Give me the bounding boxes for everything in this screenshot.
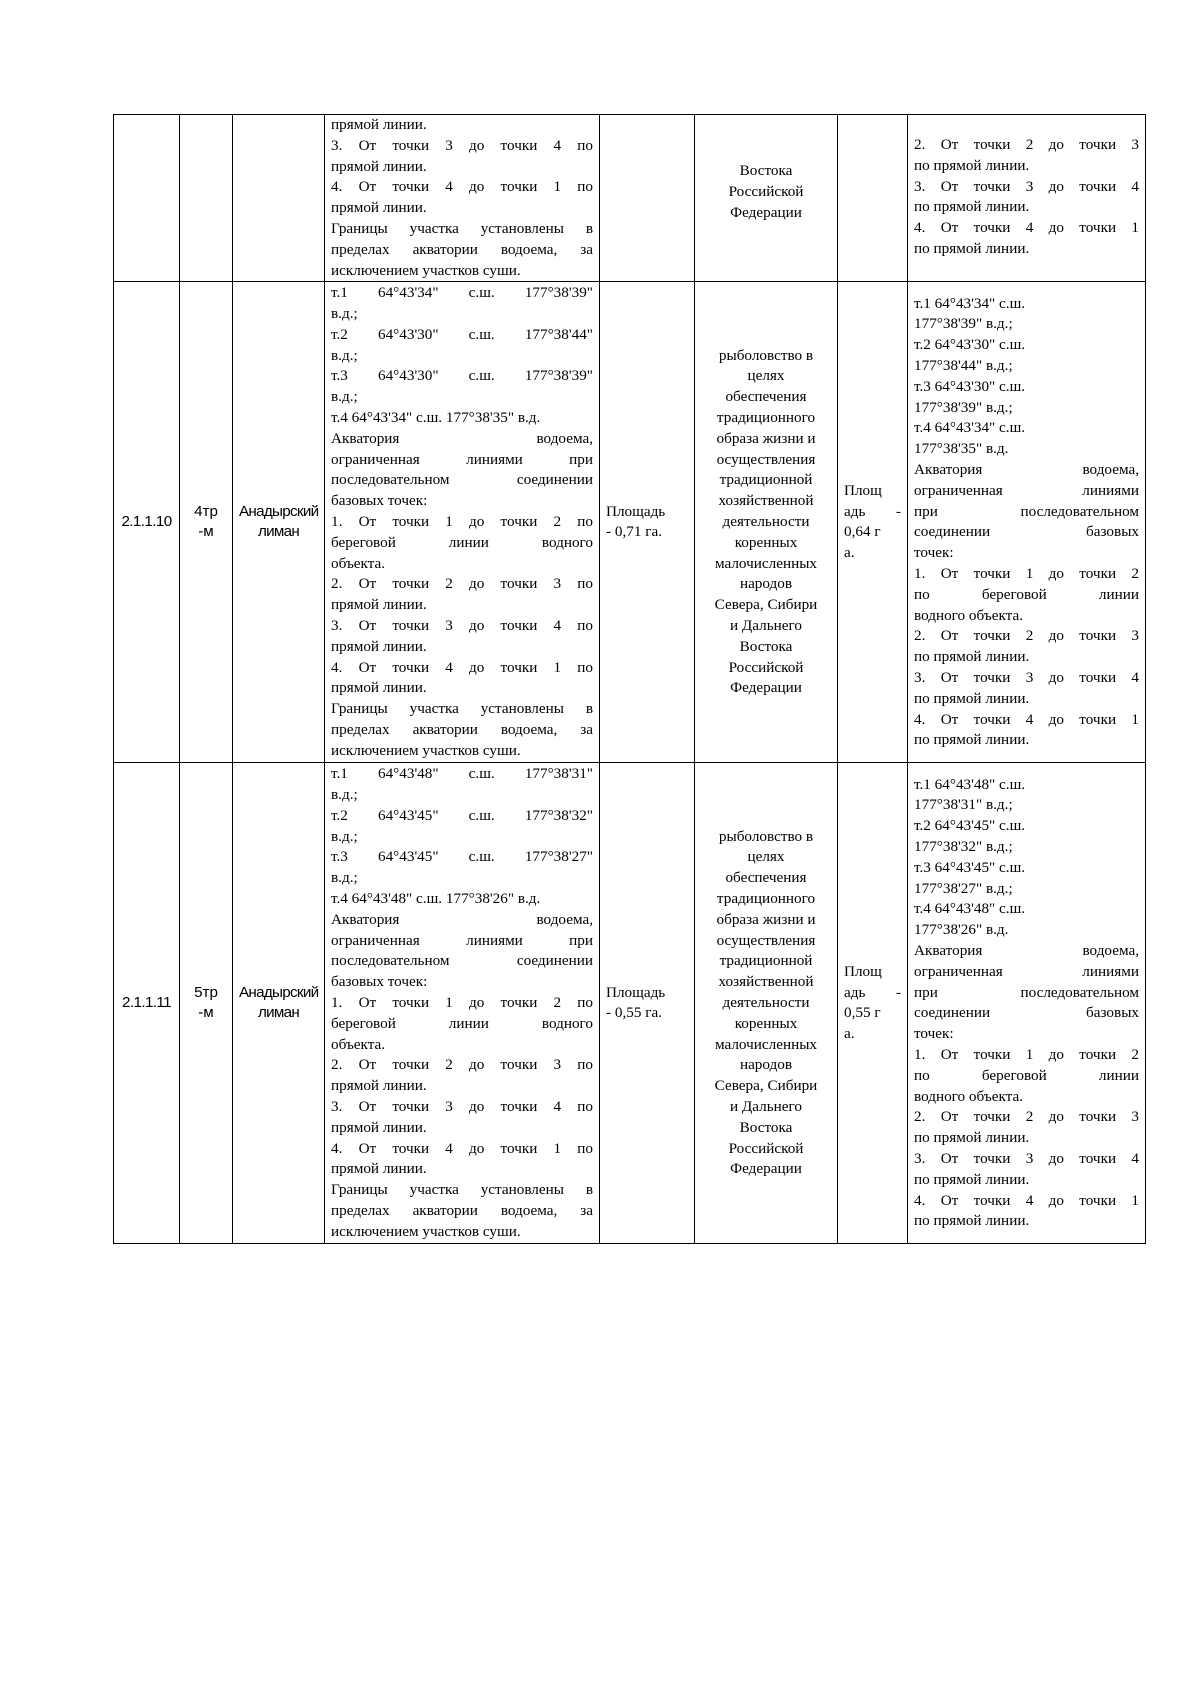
text-line: 4. От точки 4 до точки 1 — [914, 219, 1139, 237]
text-line: Федерации — [730, 679, 802, 697]
text-line: Севера, Сибири — [714, 596, 818, 614]
text-line: исключением участков суши. — [331, 1222, 521, 1240]
text-line: Российской — [728, 1139, 804, 1157]
purpose-cell — [695, 115, 838, 282]
text-line: водного объекта. — [914, 1087, 1023, 1105]
text-line: и Дальнего — [730, 1097, 802, 1115]
text-line: традиционной — [719, 952, 813, 970]
purpose-cell — [695, 763, 838, 1244]
text-line: 2. От точки 2 до точки 3 по — [331, 1056, 593, 1074]
text-line: исключением участков суши. — [331, 261, 521, 279]
text-line: по прямой линии. — [914, 648, 1030, 666]
text-line: 2. От точки 2 до точки 3 — [914, 627, 1139, 645]
text-line: в.д.; — [331, 305, 358, 322]
area-cell — [600, 282, 695, 763]
text-line: -м — [198, 523, 214, 541]
text-line: Акватория водоема, — [331, 910, 593, 928]
text-line: пределах акватории водоема, за — [331, 720, 593, 738]
text-line: Федерации — [730, 203, 802, 221]
table-row — [114, 763, 1146, 1244]
boundary-description-secondary-cell — [908, 115, 1146, 282]
text-line: прямой линии. — [331, 1118, 427, 1136]
text-line: т.3 64°43'45" с.ш. 177°38'27" — [331, 848, 593, 866]
row-number-cell: 2.1.1.10 — [114, 282, 180, 763]
text-line: при последовательном — [914, 983, 1139, 1001]
text-line: коренных — [734, 533, 798, 551]
text-line: т.2 64°43'45" с.ш. 177°38'32" — [331, 806, 593, 824]
area-secondary-cell — [838, 115, 908, 282]
text-line: т.2 64°43'30" с.ш. 177°38'44" — [331, 325, 593, 343]
text-line: Площ — [844, 962, 882, 980]
text-line: Анадырский — [239, 502, 319, 520]
text-line: 3. От точки 3 до точки 4 — [914, 177, 1139, 195]
row-number-cell: 2.1.1.11 — [114, 763, 180, 1244]
text-line: т.2 64°43'45" с.ш. — [914, 817, 1026, 835]
text-line: т.3 64°43'45" с.ш. — [914, 858, 1026, 876]
text-line: в.д.; — [331, 786, 358, 803]
text-line: Российской — [728, 658, 804, 676]
text-line: 3. От точки 3 до точки 4 — [914, 668, 1139, 686]
text-line: деятельности — [722, 993, 810, 1011]
text-line: ограниченная линиями — [914, 962, 1139, 980]
text-line: береговой линии водного — [331, 533, 593, 551]
text-line: 177°38'44" в.д.; — [914, 357, 1013, 374]
text-line: осуществления — [716, 931, 816, 949]
text-line: прямой линии. — [331, 596, 427, 614]
text-line: рыболовство в — [718, 827, 814, 845]
text-line: 2. От точки 2 до точки 3 — [914, 136, 1139, 153]
text-line: осуществления — [716, 450, 816, 468]
row-number-cell — [114, 115, 180, 282]
text-line: хозяйственной — [718, 973, 814, 991]
text-line: т.1 64°43'48" с.ш. 177°38'31" — [331, 765, 593, 783]
text-line: базовых точек: — [331, 973, 428, 991]
text-line: объекта. — [331, 1035, 386, 1053]
text-line: Российской — [728, 182, 804, 200]
water-body-cell — [233, 115, 325, 282]
text-line: - 0,55 га. — [606, 1004, 662, 1022]
text-line: 4тр — [194, 502, 218, 520]
text-line: т.4 64°43'34" с.ш. 177°38'35" в.д. — [331, 408, 541, 426]
text-line: 1. От точки 1 до точки 2 по — [331, 512, 593, 530]
text-line: Границы участка установлены в — [331, 1181, 593, 1199]
text-line: т.4 64°43'48" с.ш. — [914, 900, 1026, 918]
text-line: 3. От точки 3 до точки 4 по — [331, 136, 593, 154]
text-line: 2. От точки 2 до точки 3 по — [331, 575, 593, 593]
text-line: прямой линии. — [331, 199, 427, 217]
text-line: прямой линии. — [331, 1077, 427, 1095]
text-line: обеспечения — [725, 388, 807, 406]
text-line: 2. От точки 2 до точки 3 — [914, 1108, 1139, 1126]
text-line: 1. От точки 1 до точки 2 по — [331, 993, 593, 1011]
plot-code-cell — [180, 763, 233, 1244]
text-line: и Дальнего — [730, 616, 802, 634]
text-line: 1. От точки 1 до точки 2 — [914, 564, 1139, 582]
text-line: адь - — [844, 502, 901, 520]
text-line: исключением участков суши. — [331, 741, 521, 759]
text-line: малочисленных — [714, 554, 818, 572]
text-line: объекта. — [331, 554, 386, 572]
text-line: Акватория водоема, — [914, 460, 1139, 478]
text-line: т.1 64°43'34" с.ш. — [914, 294, 1026, 312]
text-line: т.4 64°43'48" с.ш. 177°38'26" в.д. — [331, 889, 541, 907]
text-line: а. — [844, 1025, 855, 1043]
text-line: последовательном соединении — [331, 471, 593, 489]
text-line: точек: — [914, 1025, 954, 1043]
water-body-cell — [233, 763, 325, 1244]
text-line: Востока — [739, 1118, 793, 1136]
text-line: в.д.; — [331, 388, 358, 406]
text-line: т.3 64°43'30" с.ш. — [914, 377, 1026, 395]
text-line: прямой линии. — [331, 116, 427, 133]
text-line: лиман — [257, 1004, 300, 1022]
text-line: а. — [844, 544, 855, 562]
area-cell — [600, 115, 695, 282]
text-line: традиционной — [719, 471, 813, 489]
text-line: образа жизни и — [716, 429, 816, 447]
text-line: 4. От точки 4 до точки 1 — [914, 1191, 1139, 1209]
text-line: береговой линии водного — [331, 1014, 593, 1032]
text-line: Границы участка установлены в — [331, 219, 593, 237]
text-line: Площадь — [606, 502, 666, 520]
text-line: - 0,71 га. — [606, 523, 662, 541]
text-line: 177°38'39" в.д.; — [914, 315, 1013, 333]
text-line: -м — [198, 1004, 214, 1022]
text-line: 4. От точки 4 до точки 1 — [914, 710, 1139, 728]
area-cell — [600, 763, 695, 1244]
text-line: по прямой линии. — [914, 239, 1030, 257]
text-line: адь - — [844, 983, 901, 1001]
boundary-description-secondary-cell — [908, 763, 1146, 1244]
text-line: Севера, Сибири — [714, 1077, 818, 1095]
text-line: в.д.; — [331, 869, 358, 887]
text-line: в.д.; — [331, 346, 358, 364]
text-line: 1. От точки 1 до точки 2 — [914, 1045, 1139, 1063]
text-line: Границы участка установлены в — [331, 700, 593, 718]
text-line: по прямой линии. — [914, 1129, 1030, 1147]
text-line: Востока — [739, 637, 793, 655]
text-line: 3. От точки 3 до точки 4 по — [331, 616, 593, 634]
text-line: прямой линии. — [331, 1160, 427, 1178]
text-line: 177°38'35" в.д. — [914, 440, 1009, 458]
text-line: т.1 64°43'48" с.ш. — [914, 775, 1026, 793]
text-line: 177°38'31" в.д.; — [914, 796, 1013, 814]
text-line: Акватория водоема, — [914, 941, 1139, 959]
text-line: народов — [739, 1056, 793, 1074]
text-line: по прямой линии. — [914, 731, 1030, 749]
plot-code-cell — [180, 115, 233, 282]
area-secondary-cell — [838, 763, 908, 1244]
text-line: пределах акватории водоема, за — [331, 1201, 593, 1219]
fishing-plots-table — [113, 114, 1146, 1244]
text-line: лиман — [257, 523, 300, 541]
water-body-cell — [233, 282, 325, 763]
text-line: прямой линии. — [331, 679, 427, 697]
table-row — [114, 115, 1146, 282]
text-line: пределах акватории водоема, за — [331, 240, 593, 258]
text-line: последовательном соединении — [331, 952, 593, 970]
text-line: народов — [739, 575, 793, 593]
text-line: ограниченная линиями при — [331, 450, 593, 468]
text-line: образа жизни и — [716, 910, 816, 928]
text-line: хозяйственной — [718, 492, 814, 510]
boundary-description-secondary-cell — [908, 282, 1146, 763]
text-line: прямой линии. — [331, 637, 427, 655]
text-line: базовых точек: — [331, 492, 428, 510]
text-line: малочисленных — [714, 1035, 818, 1053]
text-line: 3. От точки 3 до точки 4 по — [331, 1097, 593, 1115]
text-line: 5тр — [194, 983, 218, 1001]
text-line: т.3 64°43'30" с.ш. 177°38'39" — [331, 367, 593, 385]
text-line: обеспечения — [725, 869, 807, 887]
text-line: целях — [747, 848, 785, 866]
text-line: 4. От точки 4 до точки 1 по — [331, 658, 593, 676]
text-line: Анадырский — [239, 983, 319, 1001]
text-line: 0,64 г — [844, 523, 881, 541]
text-line: 0,55 г — [844, 1004, 881, 1022]
text-line: целях — [747, 367, 785, 385]
text-line: по прямой линии. — [914, 1212, 1030, 1230]
text-line: Площ — [844, 481, 882, 499]
text-line: по прямой линии. — [914, 198, 1030, 216]
text-line: ограниченная линиями — [914, 481, 1139, 499]
text-line: традиционного — [716, 408, 816, 426]
text-line: точек: — [914, 544, 954, 562]
text-line: ограниченная линиями при — [331, 931, 593, 949]
text-line: т.1 64°43'34" с.ш. 177°38'39" — [331, 284, 593, 302]
text-line: в.д.; — [331, 827, 358, 845]
text-line: т.4 64°43'34" с.ш. — [914, 419, 1026, 437]
text-line: деятельности — [722, 512, 810, 530]
text-line: при последовательном — [914, 502, 1139, 520]
text-line: 4. От точки 4 до точки 1 по — [331, 178, 593, 196]
boundary-description-cell — [325, 282, 600, 763]
plot-code-cell — [180, 282, 233, 763]
text-line: водного объекта. — [914, 606, 1023, 624]
text-line: Площадь — [606, 983, 666, 1001]
text-line: 177°38'27" в.д.; — [914, 879, 1013, 897]
text-line: по прямой линии. — [914, 156, 1030, 174]
text-line: прямой линии. — [331, 157, 427, 175]
text-line: по береговой линии — [914, 1066, 1139, 1084]
text-line: 3. От точки 3 до точки 4 — [914, 1149, 1139, 1167]
area-secondary-cell — [838, 282, 908, 763]
text-line: коренных — [734, 1014, 798, 1032]
document-page — [113, 114, 1145, 1244]
text-line: рыболовство в — [718, 346, 814, 364]
text-line: 177°38'26" в.д. — [914, 921, 1009, 939]
text-line: 177°38'32" в.д.; — [914, 838, 1013, 855]
text-line: Востока — [739, 162, 793, 179]
text-line: 177°38'39" в.д.; — [914, 398, 1013, 416]
text-line: соединении базовых — [914, 1004, 1139, 1022]
boundary-description-cell — [325, 115, 600, 282]
boundary-description-cell — [325, 763, 600, 1244]
purpose-cell — [695, 282, 838, 763]
table-row — [114, 282, 1146, 763]
text-line: по береговой линии — [914, 585, 1139, 603]
text-line: Акватория водоема, — [331, 429, 593, 447]
text-line: Федерации — [730, 1160, 802, 1178]
text-line: т.2 64°43'30" с.ш. — [914, 336, 1026, 354]
text-line: традиционного — [716, 889, 816, 907]
text-line: по прямой линии. — [914, 1170, 1030, 1188]
text-line: соединении базовых — [914, 523, 1139, 541]
text-line: по прямой линии. — [914, 689, 1030, 707]
text-line: 4. От точки 4 до точки 1 по — [331, 1139, 593, 1157]
